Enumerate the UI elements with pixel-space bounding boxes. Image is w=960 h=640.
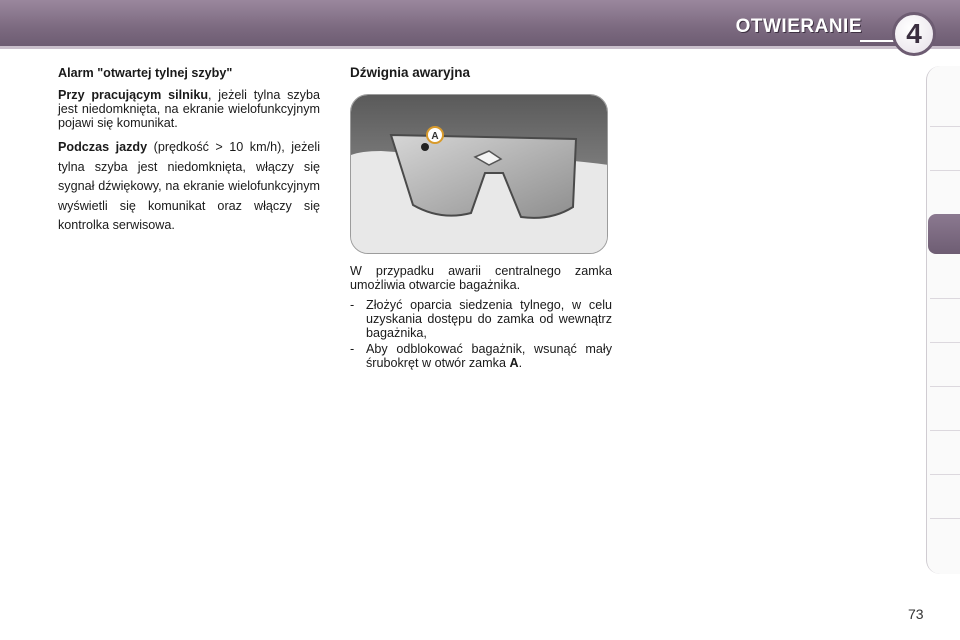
- chapter-tab[interactable]: [930, 386, 960, 387]
- instructions-list: [350, 298, 612, 370]
- list-item-text: Aby odblokować bagażnik, wsunąć mały śrubokręt w otwór zamka: [366, 342, 612, 370]
- chapter-tab[interactable]: [930, 126, 960, 127]
- list-item: [350, 342, 612, 370]
- chapter-tabs: [926, 66, 960, 574]
- driving-label: Podczas jazdy: [58, 140, 148, 154]
- middle-column: [350, 66, 612, 372]
- chapter-tab[interactable]: [930, 298, 960, 299]
- list-item-end: .: [518, 356, 523, 370]
- chapter-tab[interactable]: [930, 342, 960, 343]
- boot-lock-illustration: [350, 94, 608, 254]
- list-item: [350, 298, 612, 340]
- list-dash: -: [350, 342, 355, 356]
- chapter-tab[interactable]: [930, 430, 960, 431]
- lock-hole-shape: [421, 143, 429, 151]
- section-title: OTWIERANIE: [735, 16, 862, 37]
- driving-text: (prędkość > 10 km/h), jeżeli tylna szyba jest niedomknięta, włączy się sygnał dźwiękowy, na ekranie wielofunkcyjnym wyświetli się komunikat oraz włączy się kontrolka serwisowa.: [58, 140, 320, 232]
- header-underline: [0, 46, 960, 49]
- engine-running-paragraph: [58, 88, 320, 130]
- chapter-tab[interactable]: [930, 518, 960, 519]
- intro-paragraph: W przypadku awarii centralnego zamka umożliwia otwarcie bagażnika.: [350, 264, 612, 292]
- chapter-number: 4: [906, 18, 922, 49]
- engine-running-text: , jeżeli tylna szyba jest niedomknięta, na ekranie wielofunkcyjnym pojawi się komunikat.: [58, 88, 320, 130]
- callout-label: A: [431, 131, 439, 142]
- chapter-badge: [892, 12, 936, 56]
- list-item-text: Złożyć oparcia siedzenia tylnego, w celu uzyskania dostępu do zamka od wewnątrz bagażnika,: [366, 298, 612, 340]
- chapter-tab-active[interactable]: [928, 214, 960, 254]
- chapter-tab[interactable]: [930, 474, 960, 475]
- list-dash: -: [350, 298, 355, 312]
- lock-reference: A: [509, 356, 519, 370]
- page-number: 73: [908, 606, 924, 622]
- alarm-heading: Alarm "otwartej tylnej szyby": [58, 66, 233, 80]
- chapter-tab[interactable]: [930, 170, 960, 171]
- left-column: [58, 66, 320, 244]
- engine-running-label: Przy pracującym silniku: [58, 88, 209, 102]
- emergency-lever-heading: Dźwignia awaryjna: [350, 65, 471, 80]
- driving-paragraph: [58, 138, 320, 236]
